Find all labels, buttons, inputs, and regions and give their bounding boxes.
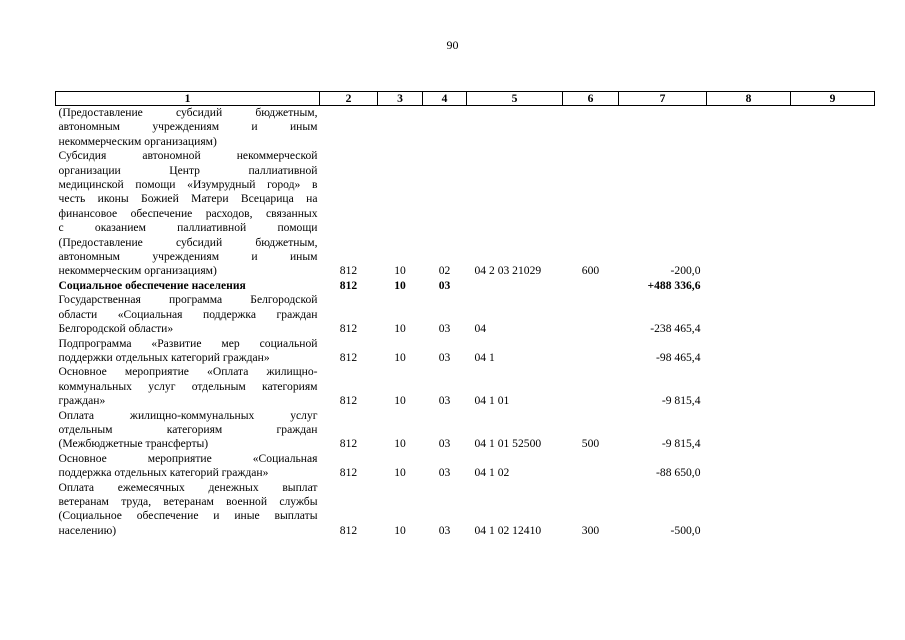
cell-expense-type <box>563 293 619 336</box>
cell-section: 10 <box>394 523 406 537</box>
cell-col9 <box>791 279 875 293</box>
description-line: Оплата жилищно-коммунальных услуг <box>58 408 318 422</box>
cell-ministry-code: 812 <box>339 264 358 278</box>
description-line: Подпрограмма «Развитие мер социальной <box>58 336 318 350</box>
cell-ministry-code: 812 <box>339 350 358 364</box>
description-line: автономным учреждениям и иным <box>58 250 318 264</box>
description-line: поддержка отдельных категорий граждан» <box>58 466 269 480</box>
cell-expense-type <box>563 279 619 293</box>
cell-col9 <box>791 409 875 452</box>
cell-subsection: 03 <box>438 466 451 480</box>
description-line: Социальное обеспечение населения <box>58 278 246 292</box>
cell-col9 <box>791 365 875 408</box>
cell-target-article: 04 1 02 12410 <box>474 523 542 537</box>
column-header-6: 6 <box>563 92 619 106</box>
cell-target-article <box>467 106 563 150</box>
cell-subsection: 02 <box>438 264 451 278</box>
description-line: Оплата ежемесячных денежных выплат <box>58 480 318 494</box>
cell-col8 <box>707 293 791 336</box>
description-line: области «Социальная поддержка граждан <box>58 307 318 321</box>
cell-col9 <box>791 149 875 279</box>
cell-col9 <box>791 481 875 539</box>
cell-target-article: 04 1 01 <box>474 394 510 408</box>
cell-target-article: 04 <box>474 322 487 336</box>
column-header-8: 8 <box>707 92 791 106</box>
row-description <box>56 409 320 452</box>
cell-col9 <box>791 293 875 336</box>
table-row <box>56 365 875 408</box>
cell-amount: -200,0 <box>670 264 701 278</box>
cell-target-article: 04 1 02 <box>474 466 510 480</box>
description-line: организации Центр паллиативной <box>58 163 318 177</box>
cell-expense-type: 500 <box>581 437 600 451</box>
cell-expense-type <box>563 106 619 150</box>
row-description <box>56 279 320 293</box>
column-header-3: 3 <box>378 92 423 106</box>
cell-amount: -88 650,0 <box>656 466 701 480</box>
table-row <box>56 106 875 150</box>
cell-expense-type: 600 <box>581 264 600 278</box>
cell-expense-type <box>563 365 619 408</box>
description-line: автономным учреждениям и иным <box>58 120 318 134</box>
cell-subsection: 03 <box>438 523 451 537</box>
page-number: 90 <box>446 38 459 52</box>
cell-ministry-code <box>320 106 378 150</box>
cell-subsection: 03 <box>438 394 451 408</box>
cell-expense-type <box>563 337 619 366</box>
row-description <box>56 293 320 336</box>
cell-target-article: 04 1 <box>474 350 495 364</box>
description-line: некоммерческим организациям) <box>58 134 217 148</box>
cell-subsection <box>423 106 467 150</box>
cell-col9 <box>791 106 875 150</box>
cell-col8 <box>707 452 791 481</box>
cell-expense-type <box>563 452 619 481</box>
table-row <box>56 293 875 336</box>
cell-section: 10 <box>394 466 406 480</box>
cell-section: 10 <box>394 264 406 278</box>
description-line: честь иконы Божией Матери Всецарица на <box>58 192 318 206</box>
description-line: Субсидия автономной некоммерческой <box>58 149 318 163</box>
description-line: граждан» <box>58 394 106 408</box>
cell-subsection: 03 <box>438 350 451 364</box>
cell-subsection: 03 <box>438 278 451 292</box>
cell-section: 10 <box>394 322 406 336</box>
description-line: финансовое обеспечение расходов, связанных <box>58 206 318 220</box>
table-header-row <box>56 92 875 106</box>
description-line: Основное мероприятие «Оплата жилищно- <box>58 365 318 379</box>
table-row <box>56 409 875 452</box>
cell-amount: -98 465,4 <box>656 350 701 364</box>
cell-col9 <box>791 337 875 366</box>
cell-subsection: 03 <box>438 437 451 451</box>
cell-section: 10 <box>394 278 406 292</box>
description-line: (Социальное обеспечение и иные выплаты <box>58 509 318 523</box>
description-line: населению) <box>58 523 117 537</box>
cell-ministry-code: 812 <box>339 322 358 336</box>
row-description <box>56 337 320 366</box>
cell-amount: -9 815,4 <box>661 394 701 408</box>
column-header-2: 2 <box>320 92 378 106</box>
cell-col8 <box>707 337 791 366</box>
cell-section: 10 <box>394 394 406 408</box>
cell-expense-type: 300 <box>581 523 600 537</box>
description-line: медицинской помощи «Изумрудный город» в <box>58 178 318 192</box>
cell-amount: +488 336,6 <box>647 278 701 292</box>
cell-amount: -500,0 <box>670 523 701 537</box>
description-line: с оказанием паллиативной помощи <box>58 221 318 235</box>
cell-col8 <box>707 365 791 408</box>
description-line: Основное мероприятие «Социальная <box>58 451 318 465</box>
row-description <box>56 149 320 279</box>
description-line: Белгородской области» <box>58 322 174 336</box>
cell-ministry-code: 812 <box>339 466 358 480</box>
cell-section: 10 <box>394 437 406 451</box>
table-row <box>56 279 875 293</box>
cell-amount: -9 815,4 <box>661 437 701 451</box>
cell-ministry-code: 812 <box>339 394 358 408</box>
row-description <box>56 481 320 539</box>
cell-col8 <box>707 149 791 279</box>
cell-col8 <box>707 481 791 539</box>
column-header-5: 5 <box>467 92 563 106</box>
cell-target-article: 04 1 01 52500 <box>474 437 542 451</box>
row-description <box>56 365 320 408</box>
cell-ministry-code: 812 <box>339 437 358 451</box>
table-row <box>56 481 875 539</box>
cell-amount: -238 465,4 <box>650 322 701 336</box>
cell-ministry-code: 812 <box>339 523 358 537</box>
column-header-4: 4 <box>423 92 467 106</box>
cell-col9 <box>791 452 875 481</box>
cell-col8 <box>707 106 791 150</box>
cell-section: 10 <box>394 350 406 364</box>
cell-subsection: 03 <box>438 322 451 336</box>
description-line: отдельным категориям граждан <box>58 422 318 436</box>
description-line: коммунальных услуг отдельным категориям <box>58 379 318 393</box>
column-header-9: 9 <box>791 92 875 106</box>
description-line: некоммерческим организациям) <box>58 264 217 278</box>
table-row <box>56 149 875 279</box>
budget-table <box>55 91 875 538</box>
description-line: поддержки отдельных категорий граждан» <box>58 350 270 364</box>
cell-ministry-code: 812 <box>339 278 358 292</box>
cell-section <box>378 106 423 150</box>
cell-target-article: 04 2 03 21029 <box>474 264 542 278</box>
column-header-7: 7 <box>619 92 707 106</box>
row-description <box>56 106 320 150</box>
description-line: (Межбюджетные трансферты) <box>58 437 209 451</box>
column-header-1: 1 <box>56 92 320 106</box>
cell-target-article <box>467 279 563 293</box>
row-description <box>56 452 320 481</box>
cell-col8 <box>707 279 791 293</box>
cell-col8 <box>707 409 791 452</box>
description-line: (Предоставление субсидий бюджетным, <box>58 106 318 119</box>
description-line: ветеранам труда, ветеранам военной службы <box>58 494 318 508</box>
cell-amount <box>619 106 707 150</box>
table-row <box>56 337 875 366</box>
table-row <box>56 452 875 481</box>
description-line: (Предоставление субсидий бюджетным, <box>58 235 318 249</box>
description-line: Государственная программа Белгородской <box>58 293 318 307</box>
table-body <box>56 106 875 539</box>
